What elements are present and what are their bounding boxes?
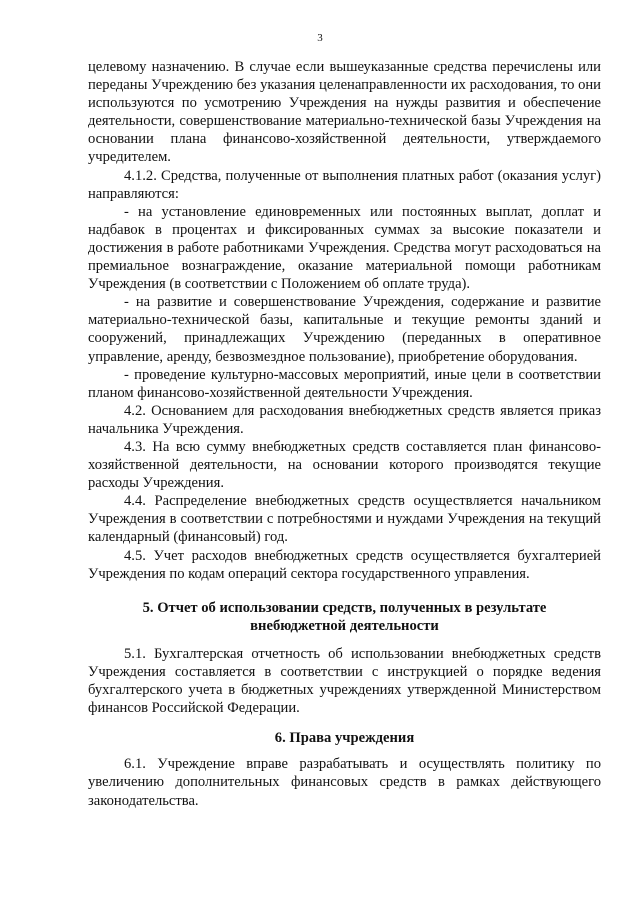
list-item-events: - проведение культурно-массовых мероприятий, иные цели в соответствии планом финансово-хозяйственной деятельности Учреждения. (88, 366, 601, 401)
paragraph-6-1: 6.1. Учреждение вправе разрабатывать и осуществлять политику по увеличению дополнительных финансовых средств в рамках действующего законодательства. (88, 756, 601, 809)
paragraph-continuation: целевому назначению. В случае если вышеуказанные средства перечислены или переданы Учреждению без указания целенаправленности их расходования, то они используются по усмотрению Учреждения на нужды развития и обеспечение деятельности, совершенствование материально-технической базы Учреждения на основании плана финансово-хозяйственной деятельности, утверждаемого учредителем. (88, 59, 601, 166)
list-item-payments: - на установление единовременных или постоянных выплат, доплат и надбавок в процентах и фиксированных суммах за высокие показатели и достижения в работе работниками Учреждения. Средства могут расходоваться на премиальное вознаграждение, оказание материальной помощи работникам Учреждения (в соответствии с Положением об оплате труда). (88, 203, 601, 293)
section-5-heading-line1: 5. Отчет об использовании средств, полученных в результате (142, 599, 547, 616)
paragraph-4-1-2: 4.1.2. Средства, полученные от выполнения платных работ (оказания услуг) направляются: (88, 167, 601, 202)
section-5-heading-line2: внебюджетной деятельности (250, 617, 439, 634)
paragraph-5-1: 5.1. Бухгалтерская отчетность об использовании внебюджетных средств Учреждения составляется в соответствии с инструкцией о порядке ведения бухгалтерского учета в бюджетных учреждениях утвержденной Министерством финансов Российской Федерации. (88, 645, 601, 717)
paragraph-4-5: 4.5. Учет расходов внебюджетных средств осуществляется бухгалтерией Учреждения по кодам операций сектора государственного управления. (88, 547, 601, 582)
section-6-heading: 6. Права учреждения (274, 730, 415, 747)
list-item-development: - на развитие и совершенствование Учреждения, содержание и развитие материально-технической базы, капитальные и текущие ремонты зданий и сооружений, принадлежащих Учреждению (переданных в оперативное управление, аренду, безвозмездное пользование), приобретение оборудования. (88, 294, 601, 365)
paragraph-4-2: 4.2. Основанием для расходования внебюджетных средств является приказ начальника Учреждения. (88, 402, 601, 437)
section-5-heading (88, 599, 601, 635)
document-body (88, 58, 601, 810)
page-number: 3 (317, 32, 323, 44)
paragraph-4-3: 4.3. На всю сумму внебюджетных средств составляется план финансово-хозяйственной деятельности, на основании которого производятся текущие расходы Учреждения. (88, 438, 601, 492)
paragraph-4-4: 4.4. Распределение внебюджетных средств осуществляется начальником Учреждения в соответствии с потребностями и нуждами Учреждения на текущий календарный (финансовый) год. (88, 493, 601, 546)
